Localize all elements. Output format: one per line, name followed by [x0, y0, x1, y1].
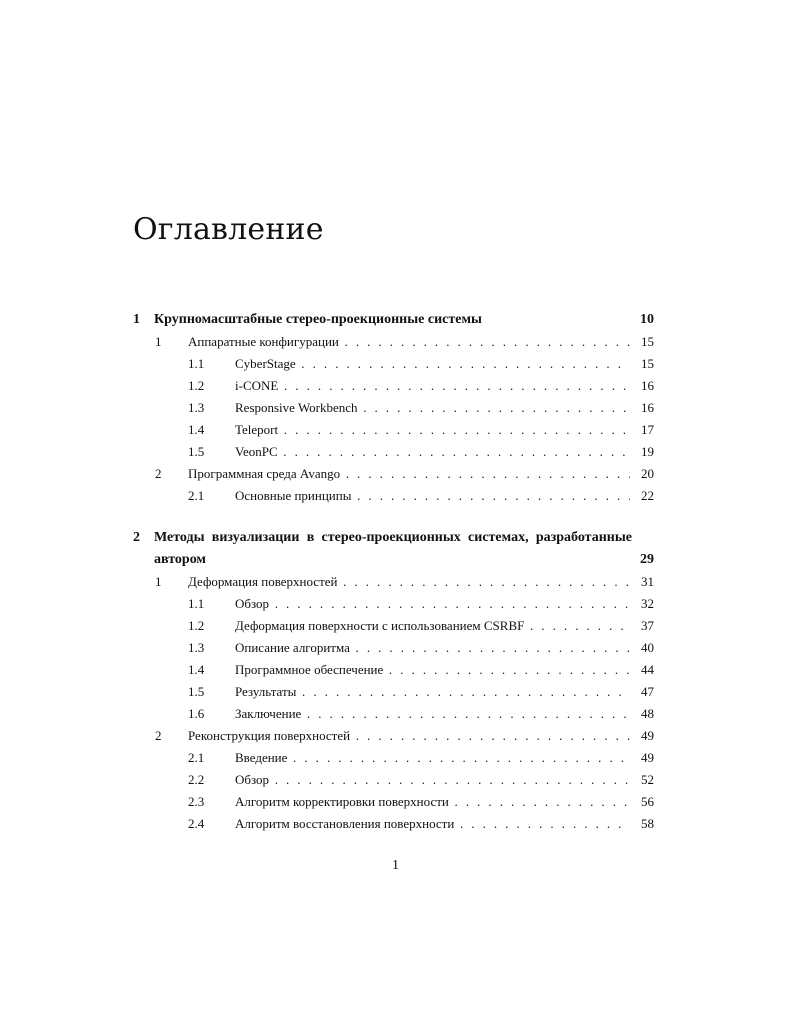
section-title: Реконструкция поверхностей . . .: [188, 725, 630, 747]
subsection-title: Teleport . . .: [235, 419, 630, 441]
toc-subsection[interactable]: [133, 375, 654, 397]
toc-subsection[interactable]: [133, 397, 654, 419]
subsection-page: 44: [641, 662, 654, 677]
subsection-number: 2.3: [188, 794, 205, 809]
subsection-title: Заключение . . .: [235, 703, 630, 725]
chapter-page: 29: [640, 552, 654, 567]
subsection-page: 47: [641, 684, 654, 699]
subsection-title: VeonPC . . .: [235, 441, 630, 463]
chapter-number: 1: [133, 312, 140, 327]
toc-subsection[interactable]: [133, 419, 654, 441]
subsection-number: 1.5: [188, 684, 205, 699]
subsection-page: 48: [641, 706, 654, 721]
section-number: 1: [155, 574, 162, 589]
table-of-contents: [133, 309, 654, 835]
subsection-title: Основные принципы . . .: [235, 485, 630, 507]
toc-subsection[interactable]: [133, 769, 654, 791]
subsection-page: 32: [641, 596, 654, 611]
section-title: Программная среда Avango . . .: [188, 463, 630, 485]
page-number: 1: [392, 858, 399, 873]
section-number: 1: [155, 334, 162, 349]
subsection-number: 1.5: [188, 444, 205, 459]
subsection-title: Программное обеспечение . . .: [235, 659, 630, 681]
subsection-title: Обзор . . .: [235, 593, 630, 615]
subsection-page: 40: [641, 640, 654, 655]
subsection-title: CyberStage . . .: [235, 353, 630, 375]
subsection-title: Алгоритм корректировки поверхности . . .: [235, 791, 630, 813]
chapter-gap: [133, 507, 654, 527]
toc-subsection[interactable]: [133, 791, 654, 813]
subsection-number: 1.1: [188, 596, 205, 611]
toc-chapter[interactable]: [133, 527, 654, 571]
toc-subsection[interactable]: [133, 593, 654, 615]
subsection-number: 1.3: [188, 400, 205, 415]
subsection-number: 2.4: [188, 816, 205, 831]
toc-subsection[interactable]: [133, 637, 654, 659]
toc-section[interactable]: [133, 571, 654, 593]
toc-section[interactable]: [133, 331, 654, 353]
subsection-page: 49: [641, 750, 654, 765]
section-page: 31: [641, 574, 654, 589]
subsection-number: 1.6: [188, 706, 205, 721]
subsection-page: 58: [641, 816, 654, 831]
subsection-page: 16: [641, 378, 654, 393]
toc-subsection[interactable]: [133, 747, 654, 769]
subsection-title: Алгоритм восстановления поверхности . . .: [235, 813, 630, 835]
section-number: 2: [155, 466, 162, 481]
toc-section[interactable]: [133, 463, 654, 485]
chapter-title: Методы визуализации в стерео-проекционных системах, разработанные автором: [154, 530, 632, 567]
toc-chapter[interactable]: [133, 309, 654, 331]
toc-subsection[interactable]: [133, 659, 654, 681]
page-title: Оглавление: [133, 212, 324, 247]
toc-subsection[interactable]: [133, 615, 654, 637]
subsection-number: 1.3: [188, 640, 205, 655]
subsection-number: 1.4: [188, 422, 205, 437]
toc-subsection[interactable]: [133, 441, 654, 463]
subsection-number: 1.2: [188, 378, 205, 393]
section-page: 20: [641, 466, 654, 481]
subsection-page: 37: [641, 618, 654, 633]
section-page: 49: [641, 728, 654, 743]
subsection-title: Введение . . .: [235, 747, 630, 769]
toc-subsection[interactable]: [133, 485, 654, 507]
section-title: Аппаратные конфигурации . . .: [188, 331, 630, 353]
section-page: 15: [641, 334, 654, 349]
subsection-page: 17: [641, 422, 654, 437]
subsection-title: Описание алгоритма . . .: [235, 637, 630, 659]
subsection-page: 16: [641, 400, 654, 415]
subsection-number: 1.1: [188, 356, 205, 371]
subsection-page: 19: [641, 444, 654, 459]
subsection-title: Результаты . . .: [235, 681, 630, 703]
section-number: 2: [155, 728, 162, 743]
subsection-title: Обзор . . .: [235, 769, 630, 791]
subsection-page: 22: [641, 488, 654, 503]
section-title: Деформация поверхностей . . .: [188, 571, 630, 593]
subsection-number: 2.1: [188, 750, 205, 765]
subsection-page: 52: [641, 772, 654, 787]
subsection-title: Responsive Workbench . . .: [235, 397, 630, 419]
toc-subsection[interactable]: [133, 813, 654, 835]
toc-subsection[interactable]: [133, 353, 654, 375]
toc-subsection[interactable]: [133, 681, 654, 703]
subsection-number: 1.4: [188, 662, 205, 677]
toc-subsection[interactable]: [133, 703, 654, 725]
subsection-title: Деформация поверхности с использованием CSRBF . . .: [235, 615, 630, 637]
subsection-number: 2.2: [188, 772, 205, 787]
subsection-title: i-CONE . . .: [235, 375, 630, 397]
subsection-number: 1.2: [188, 618, 205, 633]
subsection-page: 15: [641, 356, 654, 371]
chapter-page: 10: [640, 312, 654, 327]
chapter-title: Крупномасштабные стерео-проекционные системы: [154, 312, 482, 327]
subsection-number: 2.1: [188, 488, 205, 503]
subsection-page: 56: [641, 794, 654, 809]
chapter-number: 2: [133, 530, 140, 545]
toc-section[interactable]: [133, 725, 654, 747]
